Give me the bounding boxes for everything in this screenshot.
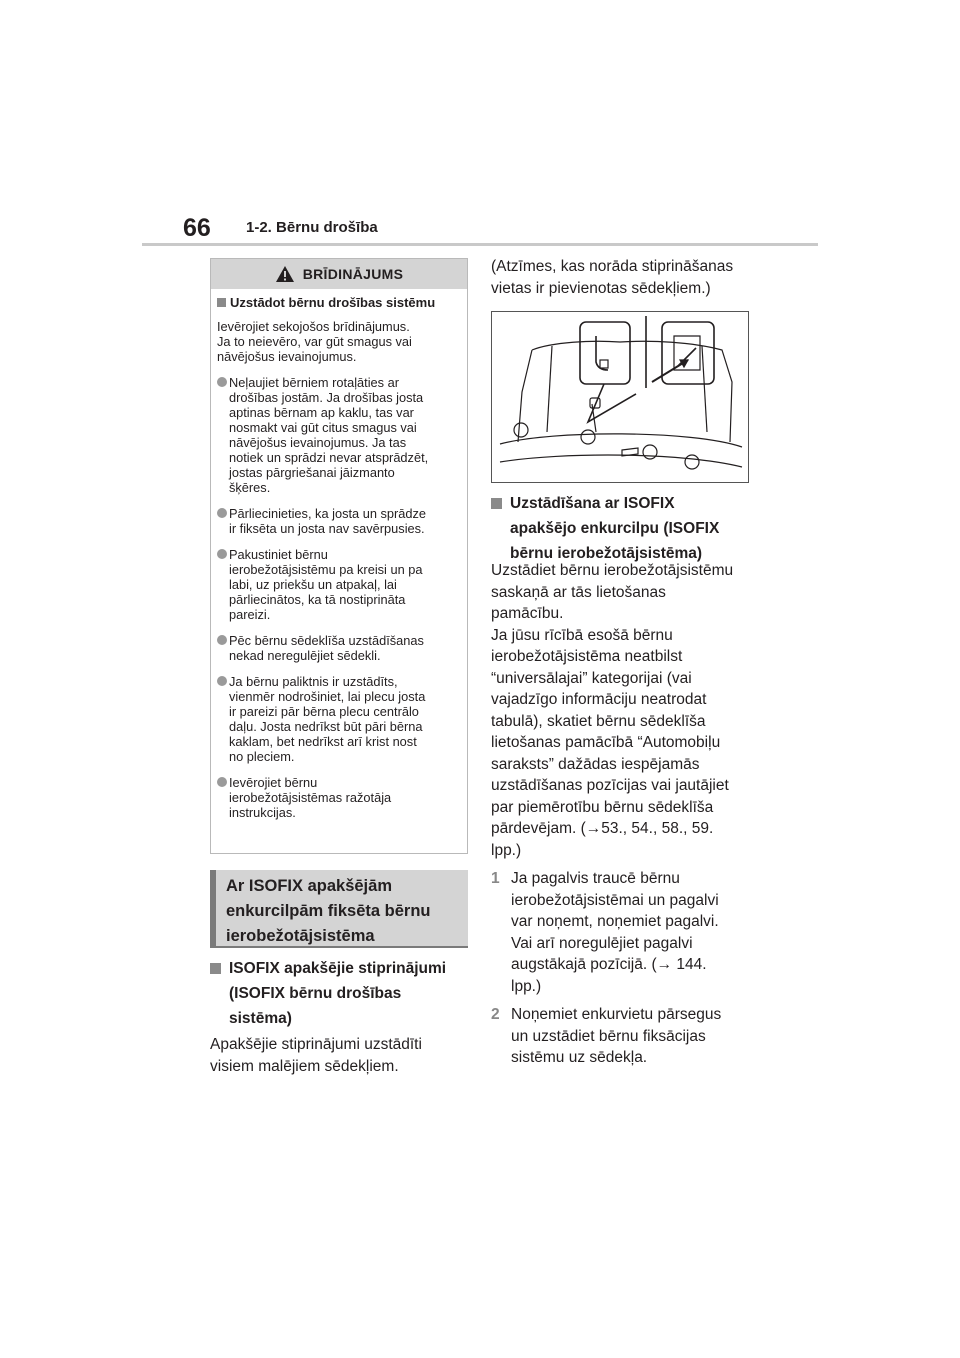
section-reference: 1-2. Bērnu drošība: [246, 219, 378, 236]
square-bullet-icon: [217, 298, 226, 307]
round-bullet-icon: [217, 777, 227, 787]
warning-item: [217, 375, 461, 495]
paragraph: Uzstādiet bērnu ierobežotājsistēmu saskaņā ar tās lietošanas pamācību. Ja jūsu rīcībā esošā bērnu ierobežotājsistēma neatbilst “universālajai” kategorijai (vai vajadzīgo informāciju neatrodat tabulā), skatiet bērnu sēdeklīša lietošanas pamācībā “Automobiļu saraksts” dažādas iespējamās uzstādīšanas pozīcijas vai jautājiet par piemērotību bērnu sēdeklīša pārdevējam. (→53., 54., 58., 59. lpp.): [491, 562, 734, 859]
step-text: Noņemiet enkurvietu pārsegus un uzstādiet bērnu fiksācijas sistēmu uz sēdekļa.: [511, 1006, 722, 1066]
step-2: [491, 1004, 761, 1069]
warning-label: BRĪDINĀJUMS: [302, 266, 404, 282]
subheading-isofix-anchors: [210, 956, 472, 1031]
warning-body: [211, 289, 467, 820]
square-bullet-icon: [491, 498, 502, 509]
warning-intro: Ievērojiet sekojošos brīdinājumus. Ja to neievēro, var gūt smagus vai nāvējošus ievainojumus.: [217, 319, 412, 364]
warning-triangle-icon: [275, 265, 295, 283]
page-number: 66: [183, 214, 211, 242]
step-number: 2: [491, 1006, 500, 1023]
warning-item: [217, 506, 461, 536]
warning-item-text: Pakustiniet bērnu ierobežotājsistēmu pa kreisi un pa labi, uz priekšu un atpakaļ, lai pārliecinātos, ka tā nostiprināta pareizi.: [229, 547, 423, 622]
paragraph: Apakšējie stiprinājumi uzstādīti visiem malējiem sēdekļiem.: [210, 1036, 422, 1075]
warning-item: [217, 775, 461, 820]
step-1: [491, 868, 761, 997]
warning-box: [210, 258, 468, 854]
warning-item: [217, 547, 461, 622]
subheading-isofix-install: [491, 491, 761, 566]
header-divider: [142, 243, 818, 246]
square-bullet-icon: [210, 963, 221, 974]
section-heading: Ar ISOFIX apakšējām enkurcilpām fiksēta bērnu ierobežotājsistēma: [210, 870, 468, 948]
isofix-seat-illustration: [491, 311, 749, 483]
round-bullet-icon: [217, 676, 227, 686]
warning-item-text: Pēc bērnu sēdeklīša uzstādīšanas nekad neregulējiet sēdekli.: [229, 633, 424, 663]
warning-title-text: Uzstādot bērnu drošības sistēmu: [230, 295, 436, 310]
round-bullet-icon: [217, 549, 227, 559]
warning-item-text: Ja bērnu paliktnis ir uzstādīts, vienmēr nodrošiniet, lai plecu josta ir pareizi pār bērna plecu centrālo daļu. Josta nedrīkst būt pāri bērna kaklam, bet nedrīkst arī krist nost no pleciem.: [229, 674, 426, 764]
warning-item-text: Neļaujiet bērniem rotaļāties ar drošības jostām. Ja drošības josta aptinas bērnam ap kaklu, tas var nosmakt vai gūt citus smagus vai nāvējošus ievainojumus. Ja tas notiek un sprādzi nevar atsprādzēt, jostas pārgriešanai jāizmanto šķēres.: [229, 375, 429, 495]
warning-item: [217, 633, 461, 663]
subheading-text: Uzstādīšana ar ISOFIX apakšējo enkurcilpu (ISOFIX bērnu ierobežotājsistēma): [510, 495, 720, 562]
step-text: Ja pagalvis traucē bērnu ierobežotājsistēmai un pagalvi var noņemt, noņemiet pagalvi. Vai arī noregulējiet pagalvi augstākajā pozīcijā. (→ 144. lpp.): [511, 870, 719, 995]
round-bullet-icon: [217, 508, 227, 518]
warning-title: [217, 295, 461, 310]
warning-item-text: Pārliecinieties, ka josta un sprādze ir fiksēta un josta nav savērpusies.: [229, 506, 427, 536]
warning-header: [211, 259, 467, 289]
step-number: 1: [491, 870, 500, 887]
warning-item: [217, 674, 461, 764]
section-heading-rule: [210, 946, 468, 948]
warning-item-text: Ievērojiet bērnu ierobežotājsistēmas ražotāja instrukcijas.: [229, 775, 392, 820]
figure-caption: (Atzīmes, kas norāda stiprināšanas vietas ir pievienotas sēdekļiem.): [491, 258, 734, 297]
round-bullet-icon: [217, 635, 227, 645]
subheading-text: ISOFIX apakšējie stiprinājumi (ISOFIX bērnu drošības sistēma): [229, 960, 447, 1027]
round-bullet-icon: [217, 377, 227, 387]
